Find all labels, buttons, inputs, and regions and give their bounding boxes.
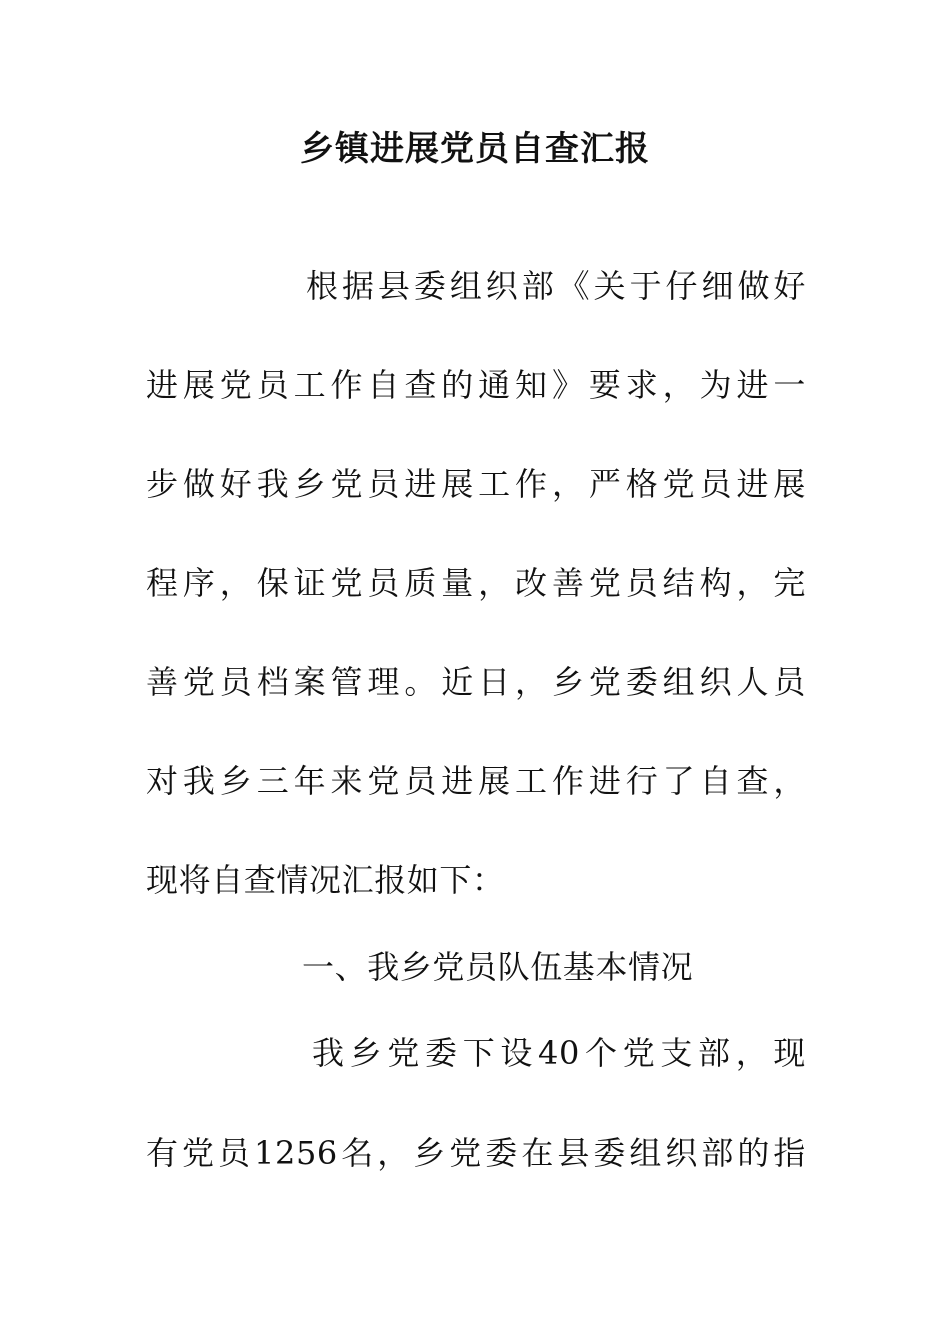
paragraph-line: 有党员1256名，乡党委在县委组织部的指 [146, 1134, 806, 1172]
paragraph-line: 进展党员工作自查的通知》要求，为进一 [146, 366, 806, 404]
paragraph-line: 根据县委组织部《关于仔细做好 [306, 267, 806, 305]
paragraph-line: 程序，保证党员质量，改善党员结构，完 [146, 564, 806, 602]
paragraph-line: 我乡党委下设40个党支部，现 [312, 1034, 806, 1072]
section-heading: 一、我乡党员队伍基本情况 [302, 948, 694, 986]
paragraph-line: 步做好我乡党员进展工作，严格党员进展 [146, 465, 806, 503]
document-title: 乡镇进展党员自查汇报 [300, 129, 650, 169]
paragraph-line: 现将自查情况汇报如下： [146, 861, 505, 899]
paragraph-line: 善党员档案管理。近日，乡党委组织人员 [146, 663, 806, 701]
paragraph-line: 对我乡三年来党员进展工作进行了自查， [146, 762, 806, 800]
